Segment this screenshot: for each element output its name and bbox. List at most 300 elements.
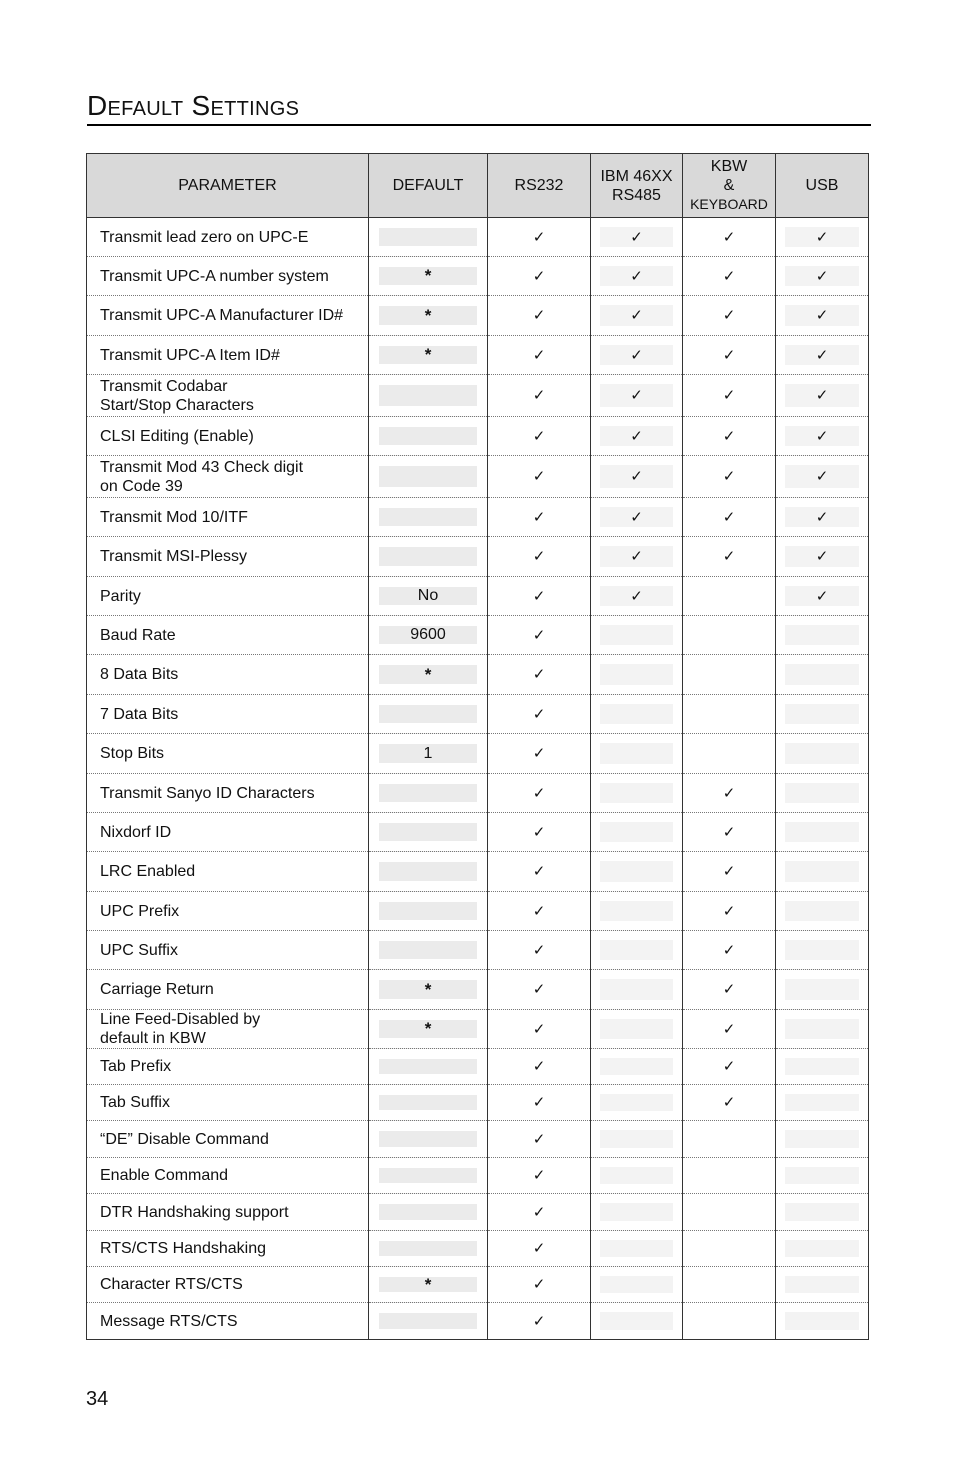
cell-usb: [776, 456, 869, 498]
cell-usb: [776, 813, 869, 852]
cell-usb: [776, 970, 869, 1010]
check-icon: ✓: [722, 507, 736, 526]
cell-usb: [776, 375, 869, 417]
cell-default: [369, 456, 488, 498]
cell-rs232: [488, 1303, 591, 1340]
table-row: [87, 695, 869, 734]
col-header-ibm-line2: RS485: [612, 186, 661, 204]
cell-rs232: [488, 417, 591, 456]
col-header-kbw-line2: &: [723, 177, 735, 194]
cell-usb: [776, 417, 869, 456]
parameter-line: Parity: [100, 587, 141, 605]
parameter-line: Transmit Codabar: [100, 377, 228, 395]
table-row: [87, 1158, 869, 1194]
cell-usb: [776, 257, 869, 296]
parameter-line: Tab Suffix: [100, 1094, 170, 1111]
cell-ibm: [591, 296, 683, 336]
cell-ibm: [591, 456, 683, 498]
check-icon: ✓: [532, 901, 546, 920]
parameter-line: Line Feed-Disabled by: [100, 1011, 261, 1028]
cell-parameter: [87, 218, 369, 257]
cell-default: [369, 695, 488, 734]
cell-kbw: [683, 695, 776, 734]
cell-rs232: [488, 1158, 591, 1194]
table-row: [87, 774, 869, 813]
cell-default: [369, 892, 488, 931]
cell-default: [369, 852, 488, 892]
check-icon: ✓: [630, 306, 643, 324]
parameter-line: UPC Suffix: [100, 941, 178, 959]
check-icon: ✓: [532, 266, 546, 285]
default-marker: *: [424, 979, 432, 999]
cell-usb: [776, 1049, 869, 1085]
cell-ibm: [591, 1303, 683, 1340]
parameter-line: LRC Enabled: [100, 863, 196, 880]
cell-kbw: [683, 655, 776, 695]
page-number: 34: [86, 1388, 109, 1410]
table-row: [87, 970, 869, 1010]
cell-rs232: [488, 931, 591, 970]
check-icon: ✓: [722, 783, 736, 802]
parameter-line: Carriage Return: [100, 981, 214, 998]
cell-ibm: [591, 1010, 683, 1049]
check-icon: ✓: [815, 227, 829, 246]
parameter-line: Nixdorf ID: [100, 823, 172, 841]
cell-ibm: [591, 695, 683, 734]
cell-kbw: [683, 774, 776, 813]
parameter-line: 7 Data Bits: [100, 705, 179, 723]
cell-parameter: [87, 1194, 369, 1231]
cell-usb: [776, 498, 869, 537]
cell-default: [369, 1121, 488, 1158]
table-row: [87, 336, 869, 375]
check-icon: ✓: [722, 426, 736, 445]
cell-parameter: [87, 537, 369, 577]
cell-parameter: [87, 813, 369, 852]
default-marker: *: [424, 1274, 432, 1294]
check-icon: ✓: [722, 822, 736, 841]
cell-usb: [776, 1267, 869, 1303]
cell-parameter: [87, 1303, 369, 1340]
cell-ibm: [591, 336, 683, 375]
cell-rs232: [488, 1085, 591, 1121]
cell-parameter: [87, 852, 369, 892]
cell-parameter: [87, 892, 369, 931]
check-icon: ✓: [532, 1311, 546, 1330]
cell-kbw: [683, 218, 776, 257]
cell-parameter: [87, 1010, 369, 1049]
cell-default: [369, 774, 488, 813]
parameter-line: DTR Handshaking support: [100, 1203, 289, 1221]
check-icon: ✓: [722, 980, 736, 998]
cell-ibm: [591, 498, 683, 537]
cell-usb: [776, 218, 869, 257]
cell-default: [369, 218, 488, 257]
cell-usb: [776, 616, 869, 655]
cell-rs232: [488, 655, 591, 695]
parameter-line: Stop Bits: [100, 745, 165, 762]
parameter-line: UPC Prefix: [100, 902, 180, 920]
cell-rs232: [488, 695, 591, 734]
cell-parameter: [87, 695, 369, 734]
check-icon: ✓: [532, 227, 546, 246]
cell-kbw: [683, 1267, 776, 1303]
parameter-line: Transmit Sanyo ID Characters: [100, 784, 315, 802]
cell-usb: [776, 336, 869, 375]
default-marker: *: [424, 305, 432, 325]
cell-default: [369, 1158, 488, 1194]
check-icon: ✓: [722, 547, 736, 565]
cell-usb: [776, 852, 869, 892]
table-row: [87, 1085, 869, 1121]
cell-ibm: [591, 1085, 683, 1121]
check-icon: ✓: [815, 426, 829, 445]
table-row: [87, 537, 869, 577]
check-icon: ✓: [532, 306, 546, 324]
check-icon: ✓: [815, 386, 829, 404]
table-row: [87, 616, 869, 655]
cell-ibm: [591, 1194, 683, 1231]
check-icon: ✓: [630, 586, 643, 605]
check-icon: ✓: [815, 586, 829, 605]
cell-parameter: [87, 1231, 369, 1267]
col-header-kbw-line3: KEYBOARD: [690, 196, 768, 212]
cell-usb: [776, 1158, 869, 1194]
table-row: [87, 577, 869, 616]
cell-ibm: [591, 577, 683, 616]
col-header-ibm-line1: IBM 46XX: [600, 167, 673, 185]
check-icon: ✓: [630, 547, 643, 565]
check-icon: ✓: [630, 266, 643, 285]
cell-rs232: [488, 970, 591, 1010]
cell-kbw: [683, 970, 776, 1010]
parameter-line: Transmit UPC-A number system: [100, 267, 329, 285]
cell-rs232: [488, 616, 591, 655]
cell-kbw: [683, 1158, 776, 1194]
cell-rs232: [488, 774, 591, 813]
col-header-usb: USB: [776, 154, 869, 218]
cell-parameter: [87, 970, 369, 1010]
section-title: [87, 88, 871, 126]
parameter-line: Transmit UPC-A Item ID#: [100, 346, 280, 364]
cell-kbw: [683, 813, 776, 852]
cell-default: [369, 336, 488, 375]
default-marker: *: [424, 1019, 432, 1038]
cell-parameter: [87, 1267, 369, 1303]
cell-rs232: [488, 1194, 591, 1231]
cell-kbw: [683, 296, 776, 336]
check-icon: ✓: [532, 386, 546, 404]
col-header-kbw-line1: KBW: [710, 158, 748, 175]
cell-parameter: [87, 336, 369, 375]
cell-usb: [776, 1010, 869, 1049]
default-value: 1: [423, 744, 433, 762]
check-icon: ✓: [532, 862, 546, 880]
cell-ibm: [591, 1049, 683, 1085]
cell-ibm: [591, 537, 683, 577]
check-icon: ✓: [532, 744, 546, 762]
table-header: [87, 154, 869, 218]
check-icon: ✓: [532, 507, 546, 526]
parameter-line: CLSI Editing (Enable): [100, 427, 254, 445]
check-icon: ✓: [722, 266, 736, 285]
cell-parameter: [87, 1158, 369, 1194]
cell-rs232: [488, 852, 591, 892]
check-icon: ✓: [532, 940, 546, 959]
check-icon: ✓: [532, 980, 546, 998]
check-icon: ✓: [532, 625, 546, 644]
parameter-line: on Code 39: [100, 477, 183, 495]
cell-rs232: [488, 1010, 591, 1049]
cell-kbw: [683, 1231, 776, 1267]
cell-kbw: [683, 1303, 776, 1340]
check-icon: ✓: [722, 467, 736, 485]
cell-rs232: [488, 218, 591, 257]
cell-rs232: [488, 1267, 591, 1303]
cell-default: [369, 734, 488, 774]
parameter-line: Message RTS/CTS: [100, 1312, 238, 1330]
parameter-line: Transmit Mod 43 Check digit: [100, 458, 304, 476]
cell-parameter: [87, 734, 369, 774]
cell-kbw: [683, 1085, 776, 1121]
cell-default: [369, 417, 488, 456]
check-icon: ✓: [815, 345, 829, 364]
cell-default: [369, 537, 488, 577]
cell-default: [369, 1010, 488, 1049]
col-header-kbw: [683, 154, 776, 218]
table-row: [87, 1049, 869, 1085]
cell-kbw: [683, 1010, 776, 1049]
cell-usb: [776, 1121, 869, 1158]
check-icon: ✓: [630, 386, 643, 404]
cell-ibm: [591, 774, 683, 813]
cell-rs232: [488, 577, 591, 616]
cell-default: [369, 1049, 488, 1085]
table-row: [87, 734, 869, 774]
check-icon: ✓: [815, 467, 829, 485]
cell-kbw: [683, 336, 776, 375]
cell-rs232: [488, 498, 591, 537]
cell-kbw: [683, 456, 776, 498]
check-icon: ✓: [630, 426, 643, 445]
cell-kbw: [683, 852, 776, 892]
check-icon: ✓: [532, 1239, 546, 1257]
check-icon: ✓: [722, 901, 736, 920]
check-icon: ✓: [532, 1129, 546, 1148]
default-marker: *: [424, 345, 432, 364]
cell-rs232: [488, 336, 591, 375]
cell-kbw: [683, 1194, 776, 1231]
cell-usb: [776, 577, 869, 616]
parameter-line: Tab Prefix: [100, 1058, 172, 1075]
cell-default: [369, 498, 488, 537]
cell-default: [369, 257, 488, 296]
cell-usb: [776, 892, 869, 931]
check-icon: ✓: [532, 1057, 546, 1075]
default-settings-table: [86, 153, 869, 1340]
parameter-line: Transmit MSI-Plessy: [100, 548, 247, 565]
cell-usb: [776, 296, 869, 336]
check-icon: ✓: [722, 940, 736, 959]
cell-rs232: [488, 1121, 591, 1158]
cell-kbw: [683, 537, 776, 577]
cell-parameter: [87, 1049, 369, 1085]
parameter-line: Start/Stop Characters: [100, 396, 254, 414]
cell-default: [369, 375, 488, 417]
cell-usb: [776, 931, 869, 970]
cell-usb: [776, 774, 869, 813]
check-icon: ✓: [532, 822, 546, 841]
cell-default: [369, 655, 488, 695]
cell-kbw: [683, 375, 776, 417]
cell-parameter: [87, 498, 369, 537]
check-icon: ✓: [532, 345, 546, 364]
cell-parameter: [87, 257, 369, 296]
check-icon: ✓: [722, 306, 736, 324]
cell-parameter: [87, 655, 369, 695]
cell-kbw: [683, 734, 776, 774]
check-icon: ✓: [815, 306, 829, 324]
table-row: [87, 375, 869, 417]
table-row: [87, 296, 869, 336]
cell-parameter: [87, 456, 369, 498]
check-icon: ✓: [722, 227, 736, 246]
table-row: [87, 852, 869, 892]
table-row: [87, 892, 869, 931]
cell-rs232: [488, 375, 591, 417]
cell-parameter: [87, 616, 369, 655]
cell-default: [369, 1267, 488, 1303]
cell-ibm: [591, 1231, 683, 1267]
cell-default: [369, 577, 488, 616]
cell-ibm: [591, 892, 683, 931]
cell-ibm: [591, 931, 683, 970]
check-icon: ✓: [815, 547, 829, 565]
default-value: No: [417, 587, 439, 604]
cell-kbw: [683, 616, 776, 655]
table-row: [87, 1010, 869, 1049]
check-icon: ✓: [630, 507, 643, 526]
cell-default: [369, 813, 488, 852]
parameter-line: Baud Rate: [100, 626, 176, 644]
check-icon: ✓: [722, 386, 736, 404]
cell-rs232: [488, 1049, 591, 1085]
check-icon: ✓: [532, 1275, 546, 1293]
cell-parameter: [87, 375, 369, 417]
cell-rs232: [488, 456, 591, 498]
cell-parameter: [87, 1085, 369, 1121]
col-header-parameter: PARAMETER: [87, 154, 369, 218]
cell-usb: [776, 1231, 869, 1267]
cell-usb: [776, 1085, 869, 1121]
check-icon: ✓: [630, 227, 643, 246]
cell-kbw: [683, 931, 776, 970]
cell-usb: [776, 695, 869, 734]
cell-usb: [776, 1194, 869, 1231]
check-icon: ✓: [722, 1019, 736, 1038]
table-row: [87, 456, 869, 498]
cell-parameter: [87, 774, 369, 813]
cell-usb: [776, 734, 869, 774]
check-icon: ✓: [532, 1093, 546, 1111]
check-icon: ✓: [532, 1019, 546, 1038]
cell-default: [369, 1231, 488, 1267]
table-row: [87, 1231, 869, 1267]
parameter-line: default in KBW: [100, 1030, 206, 1047]
cell-kbw: [683, 417, 776, 456]
parameter-line: 8 Data Bits: [100, 666, 179, 683]
table-row: [87, 931, 869, 970]
cell-kbw: [683, 1049, 776, 1085]
check-icon: ✓: [532, 426, 546, 445]
table-row: [87, 498, 869, 537]
table-row: [87, 257, 869, 296]
col-header-rs232: RS232: [488, 154, 591, 218]
cell-default: [369, 1085, 488, 1121]
table-row: [87, 417, 869, 456]
cell-ibm: [591, 852, 683, 892]
table-row: [87, 1194, 869, 1231]
cell-rs232: [488, 537, 591, 577]
default-marker: *: [424, 664, 432, 684]
table-row: [87, 813, 869, 852]
check-icon: ✓: [630, 467, 643, 485]
table-row: [87, 1121, 869, 1158]
cell-usb: [776, 1303, 869, 1340]
cell-ibm: [591, 616, 683, 655]
cell-rs232: [488, 734, 591, 774]
cell-rs232: [488, 1231, 591, 1267]
cell-ibm: [591, 734, 683, 774]
parameter-line: “DE” Disable Command: [100, 1130, 269, 1148]
table-row: [87, 655, 869, 695]
check-icon: ✓: [532, 586, 546, 605]
cell-ibm: [591, 257, 683, 296]
cell-kbw: [683, 577, 776, 616]
parameter-line: Character RTS/CTS: [100, 1276, 243, 1293]
cell-ibm: [591, 655, 683, 695]
section-title-text: Default Settings: [87, 90, 300, 121]
check-icon: ✓: [532, 467, 546, 485]
cell-parameter: [87, 1121, 369, 1158]
cell-ibm: [591, 218, 683, 257]
table-row: [87, 1303, 869, 1340]
check-icon: ✓: [532, 1202, 546, 1221]
col-header-default: DEFAULT: [369, 154, 488, 218]
table-body: [87, 218, 869, 1340]
check-icon: ✓: [630, 345, 643, 364]
cell-kbw: [683, 498, 776, 537]
cell-ibm: [591, 1121, 683, 1158]
check-icon: ✓: [722, 1093, 736, 1111]
cell-default: [369, 931, 488, 970]
cell-default: [369, 1303, 488, 1340]
cell-ibm: [591, 417, 683, 456]
check-icon: ✓: [815, 507, 829, 526]
cell-default: [369, 296, 488, 336]
cell-usb: [776, 537, 869, 577]
check-icon: ✓: [722, 345, 736, 364]
cell-default: [369, 1194, 488, 1231]
col-header-ibm: [591, 154, 683, 218]
parameter-line: Transmit Mod 10/ITF: [100, 508, 248, 526]
cell-ibm: [591, 1158, 683, 1194]
check-icon: ✓: [532, 665, 546, 683]
check-icon: ✓: [532, 1166, 546, 1184]
cell-kbw: [683, 257, 776, 296]
table-row: [87, 1267, 869, 1303]
parameter-line: RTS/CTS Handshaking: [100, 1240, 266, 1257]
